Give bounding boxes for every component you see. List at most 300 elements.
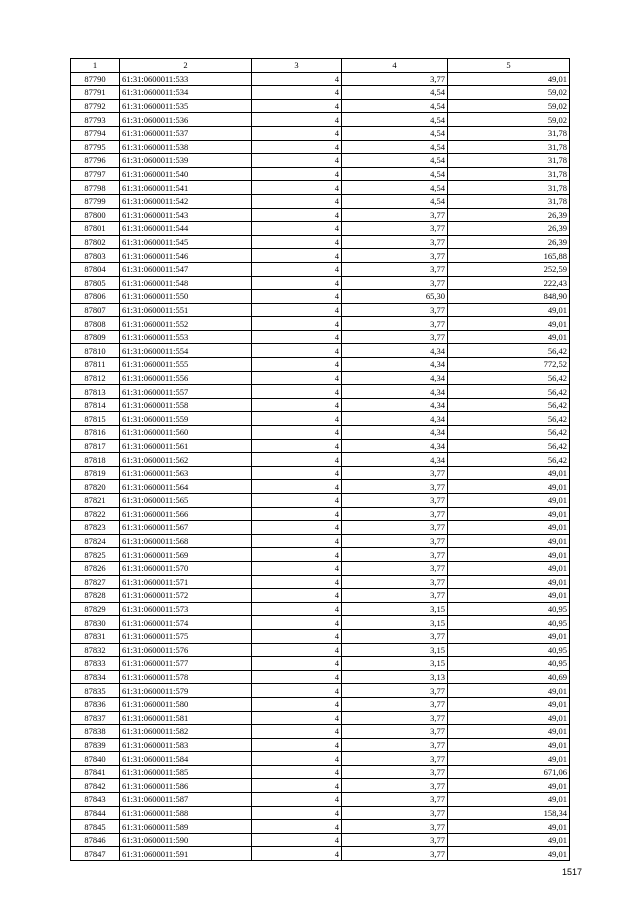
row-number-cell: 87842	[71, 779, 120, 793]
column-3-cell: 4	[252, 72, 342, 86]
column-5-cell: 49,01	[448, 697, 570, 711]
table-row	[71, 521, 570, 535]
column-4-cell: 3,77	[342, 521, 448, 535]
row-number-cell: 87819	[71, 466, 120, 480]
column-3-cell: 4	[252, 466, 342, 480]
row-number-cell: 87804	[71, 262, 120, 276]
column-3-cell: 4	[252, 534, 342, 548]
cadastral-number-cell: 61:31:0600011:550	[120, 290, 252, 304]
cadastral-number-cell: 61:31:0600011:539	[120, 154, 252, 168]
column-5-cell: 26,39	[448, 235, 570, 249]
row-number-cell: 87800	[71, 208, 120, 222]
column-4-cell: 3,77	[342, 548, 448, 562]
column-5-cell: 59,02	[448, 86, 570, 100]
column-4-cell: 65,30	[342, 290, 448, 304]
table-row	[71, 86, 570, 100]
column-3-cell: 4	[252, 806, 342, 820]
table-row	[71, 629, 570, 643]
column-5-cell: 49,01	[448, 684, 570, 698]
column-5-cell: 165,88	[448, 249, 570, 263]
column-header: 2	[120, 59, 252, 73]
column-3-cell: 4	[252, 235, 342, 249]
column-3-cell: 4	[252, 194, 342, 208]
column-4-cell: 3,77	[342, 697, 448, 711]
cadastral-number-cell: 61:31:0600011:581	[120, 711, 252, 725]
row-number-cell: 87793	[71, 113, 120, 127]
table-row	[71, 507, 570, 521]
row-number-cell: 87845	[71, 820, 120, 834]
table-row	[71, 657, 570, 671]
column-4-cell: 4,34	[342, 385, 448, 399]
column-5-cell: 222,43	[448, 276, 570, 290]
cadastral-number-cell: 61:31:0600011:560	[120, 426, 252, 440]
table-row	[71, 303, 570, 317]
row-number-cell: 87811	[71, 358, 120, 372]
column-3-cell: 4	[252, 426, 342, 440]
column-3-cell: 4	[252, 330, 342, 344]
cadastral-number-cell: 61:31:0600011:535	[120, 99, 252, 113]
column-3-cell: 4	[252, 494, 342, 508]
column-5-cell: 49,01	[448, 548, 570, 562]
table-row	[71, 670, 570, 684]
column-5-cell: 49,01	[448, 480, 570, 494]
column-5-cell: 49,01	[448, 507, 570, 521]
column-3-cell: 4	[252, 793, 342, 807]
column-3-cell: 4	[252, 113, 342, 127]
column-5-cell: 31,78	[448, 167, 570, 181]
column-header: 1	[71, 59, 120, 73]
column-5-cell: 56,42	[448, 398, 570, 412]
row-number-cell: 87846	[71, 833, 120, 847]
row-number-cell: 87847	[71, 847, 120, 861]
table-row	[71, 738, 570, 752]
table-row	[71, 847, 570, 861]
column-4-cell: 3,77	[342, 738, 448, 752]
column-5-cell: 49,01	[448, 330, 570, 344]
row-number-cell: 87807	[71, 303, 120, 317]
column-5-cell: 848,90	[448, 290, 570, 304]
column-4-cell: 3,77	[342, 249, 448, 263]
column-5-cell: 49,01	[448, 561, 570, 575]
table-row	[71, 181, 570, 195]
column-3-cell: 4	[252, 847, 342, 861]
column-3-cell: 4	[252, 629, 342, 643]
column-4-cell: 3,77	[342, 276, 448, 290]
column-5-cell: 49,01	[448, 575, 570, 589]
table-row	[71, 371, 570, 385]
column-4-cell: 3,77	[342, 847, 448, 861]
column-3-cell: 4	[252, 222, 342, 236]
column-3-cell: 4	[252, 765, 342, 779]
column-4-cell: 3,77	[342, 711, 448, 725]
column-3-cell: 4	[252, 643, 342, 657]
row-number-cell: 87837	[71, 711, 120, 725]
cadastral-number-cell: 61:31:0600011:542	[120, 194, 252, 208]
row-number-cell: 87790	[71, 72, 120, 86]
cadastral-number-cell: 61:31:0600011:583	[120, 738, 252, 752]
table-row	[71, 453, 570, 467]
column-4-cell: 4,54	[342, 167, 448, 181]
column-4-cell: 3,77	[342, 222, 448, 236]
column-5-cell: 49,01	[448, 589, 570, 603]
table-row	[71, 779, 570, 793]
table-row	[71, 317, 570, 331]
column-5-cell: 49,01	[448, 521, 570, 535]
column-3-cell: 4	[252, 684, 342, 698]
cadastral-number-cell: 61:31:0600011:575	[120, 629, 252, 643]
column-5-cell: 56,42	[448, 371, 570, 385]
row-number-cell: 87802	[71, 235, 120, 249]
row-number-cell: 87836	[71, 697, 120, 711]
row-number-cell: 87838	[71, 725, 120, 739]
cadastral-number-cell: 61:31:0600011:561	[120, 439, 252, 453]
cadastral-number-cell: 61:31:0600011:585	[120, 765, 252, 779]
table-row	[71, 249, 570, 263]
table-row	[71, 330, 570, 344]
column-4-cell: 4,54	[342, 154, 448, 168]
row-number-cell: 87826	[71, 561, 120, 575]
column-5-cell: 49,01	[448, 779, 570, 793]
column-3-cell: 4	[252, 575, 342, 589]
column-4-cell: 3,77	[342, 629, 448, 643]
column-4-cell: 4,34	[342, 371, 448, 385]
table-row	[71, 276, 570, 290]
column-3-cell: 4	[252, 398, 342, 412]
column-3-cell: 4	[252, 344, 342, 358]
cadastral-number-cell: 61:31:0600011:540	[120, 167, 252, 181]
column-4-cell: 3,15	[342, 657, 448, 671]
cadastral-number-cell: 61:31:0600011:584	[120, 752, 252, 766]
column-3-cell: 4	[252, 290, 342, 304]
cadastral-number-cell: 61:31:0600011:573	[120, 602, 252, 616]
row-number-cell: 87808	[71, 317, 120, 331]
table-row	[71, 412, 570, 426]
header-row	[71, 59, 570, 73]
column-header: 4	[342, 59, 448, 73]
column-4-cell: 3,77	[342, 561, 448, 575]
column-4-cell: 4,54	[342, 140, 448, 154]
column-3-cell: 4	[252, 126, 342, 140]
row-number-cell: 87833	[71, 657, 120, 671]
column-4-cell: 3,77	[342, 833, 448, 847]
column-4-cell: 3,77	[342, 72, 448, 86]
table-row	[71, 697, 570, 711]
cadastral-number-cell: 61:31:0600011:570	[120, 561, 252, 575]
row-number-cell: 87824	[71, 534, 120, 548]
column-4-cell: 3,77	[342, 262, 448, 276]
column-5-cell: 671,06	[448, 765, 570, 779]
table-row	[71, 113, 570, 127]
row-number-cell: 87820	[71, 480, 120, 494]
row-number-cell: 87792	[71, 99, 120, 113]
cadastral-number-cell: 61:31:0600011:551	[120, 303, 252, 317]
column-3-cell: 4	[252, 262, 342, 276]
column-5-cell: 49,01	[448, 629, 570, 643]
row-number-cell: 87821	[71, 494, 120, 508]
cadastral-number-cell: 61:31:0600011:565	[120, 494, 252, 508]
column-5-cell: 56,42	[448, 412, 570, 426]
row-number-cell: 87843	[71, 793, 120, 807]
cadastral-number-cell: 61:31:0600011:552	[120, 317, 252, 331]
column-4-cell: 4,54	[342, 126, 448, 140]
cadastral-number-cell: 61:31:0600011:586	[120, 779, 252, 793]
table-row	[71, 602, 570, 616]
cadastral-number-cell: 61:31:0600011:579	[120, 684, 252, 698]
row-number-cell: 87814	[71, 398, 120, 412]
row-number-cell: 87835	[71, 684, 120, 698]
row-number-cell: 87805	[71, 276, 120, 290]
column-5-cell: 49,01	[448, 317, 570, 331]
column-5-cell: 49,01	[448, 466, 570, 480]
column-3-cell: 4	[252, 317, 342, 331]
cadastral-number-cell: 61:31:0600011:591	[120, 847, 252, 861]
column-5-cell: 56,42	[448, 439, 570, 453]
row-number-cell: 87796	[71, 154, 120, 168]
column-4-cell: 3,15	[342, 616, 448, 630]
column-4-cell: 3,77	[342, 684, 448, 698]
column-3-cell: 4	[252, 752, 342, 766]
row-number-cell: 87840	[71, 752, 120, 766]
cadastral-number-cell: 61:31:0600011:588	[120, 806, 252, 820]
cadastral-number-cell: 61:31:0600011:544	[120, 222, 252, 236]
column-4-cell: 3,77	[342, 806, 448, 820]
cadastral-number-cell: 61:31:0600011:567	[120, 521, 252, 535]
column-5-cell: 40,95	[448, 657, 570, 671]
cadastral-number-cell: 61:31:0600011:576	[120, 643, 252, 657]
row-number-cell: 87828	[71, 589, 120, 603]
cadastral-number-cell: 61:31:0600011:554	[120, 344, 252, 358]
column-4-cell: 3,77	[342, 480, 448, 494]
cadastral-number-cell: 61:31:0600011:543	[120, 208, 252, 222]
table-row	[71, 684, 570, 698]
table-row	[71, 561, 570, 575]
table-row	[71, 820, 570, 834]
column-4-cell: 3,15	[342, 602, 448, 616]
column-5-cell: 49,01	[448, 738, 570, 752]
column-5-cell: 26,39	[448, 208, 570, 222]
cadastral-number-cell: 61:31:0600011:558	[120, 398, 252, 412]
column-3-cell: 4	[252, 725, 342, 739]
column-4-cell: 4,34	[342, 439, 448, 453]
column-4-cell: 3,77	[342, 330, 448, 344]
column-4-cell: 3,77	[342, 494, 448, 508]
column-4-cell: 3,77	[342, 820, 448, 834]
table-row	[71, 765, 570, 779]
table-row	[71, 426, 570, 440]
row-number-cell: 87813	[71, 385, 120, 399]
column-4-cell: 3,77	[342, 235, 448, 249]
table-row	[71, 208, 570, 222]
row-number-cell: 87798	[71, 181, 120, 195]
column-3-cell: 4	[252, 602, 342, 616]
cadastral-number-cell: 61:31:0600011:587	[120, 793, 252, 807]
row-number-cell: 87844	[71, 806, 120, 820]
cadastral-number-cell: 61:31:0600011:546	[120, 249, 252, 263]
table-row	[71, 167, 570, 181]
column-4-cell: 4,54	[342, 86, 448, 100]
row-number-cell: 87791	[71, 86, 120, 100]
row-number-cell: 87823	[71, 521, 120, 535]
column-3-cell: 4	[252, 670, 342, 684]
row-number-cell: 87817	[71, 439, 120, 453]
table-row	[71, 126, 570, 140]
column-5-cell: 59,02	[448, 99, 570, 113]
table-row	[71, 466, 570, 480]
row-number-cell: 87816	[71, 426, 120, 440]
row-number-cell: 87822	[71, 507, 120, 521]
table-row	[71, 262, 570, 276]
table-row	[71, 616, 570, 630]
column-5-cell: 49,01	[448, 494, 570, 508]
column-3-cell: 4	[252, 697, 342, 711]
table-row	[71, 222, 570, 236]
cadastral-number-cell: 61:31:0600011:563	[120, 466, 252, 480]
column-3-cell: 4	[252, 358, 342, 372]
row-number-cell: 87839	[71, 738, 120, 752]
column-5-cell: 252,59	[448, 262, 570, 276]
table-row	[71, 833, 570, 847]
column-3-cell: 4	[252, 521, 342, 535]
column-3-cell: 4	[252, 779, 342, 793]
column-3-cell: 4	[252, 371, 342, 385]
cadastral-number-cell: 61:31:0600011:556	[120, 371, 252, 385]
column-3-cell: 4	[252, 167, 342, 181]
column-5-cell: 31,78	[448, 126, 570, 140]
column-5-cell: 40,69	[448, 670, 570, 684]
column-4-cell: 4,34	[342, 453, 448, 467]
column-5-cell: 31,78	[448, 154, 570, 168]
column-4-cell: 3,77	[342, 507, 448, 521]
column-5-cell: 59,02	[448, 113, 570, 127]
table-row	[71, 344, 570, 358]
column-3-cell: 4	[252, 181, 342, 195]
column-4-cell: 3,15	[342, 643, 448, 657]
cadastral-number-cell: 61:31:0600011:589	[120, 820, 252, 834]
column-3-cell: 4	[252, 616, 342, 630]
table-row	[71, 72, 570, 86]
column-4-cell: 4,54	[342, 113, 448, 127]
row-number-cell: 87801	[71, 222, 120, 236]
column-4-cell: 3,77	[342, 793, 448, 807]
column-4-cell: 3,13	[342, 670, 448, 684]
column-4-cell: 3,77	[342, 575, 448, 589]
column-4-cell: 4,34	[342, 344, 448, 358]
cadastral-number-cell: 61:31:0600011:536	[120, 113, 252, 127]
column-header: 5	[448, 59, 570, 73]
column-3-cell: 4	[252, 507, 342, 521]
column-5-cell: 56,42	[448, 385, 570, 399]
column-5-cell: 158,34	[448, 806, 570, 820]
cadastral-number-cell: 61:31:0600011:562	[120, 453, 252, 467]
cadastral-number-cell: 61:31:0600011:564	[120, 480, 252, 494]
column-5-cell: 49,01	[448, 847, 570, 861]
column-3-cell: 4	[252, 711, 342, 725]
cadastral-number-cell: 61:31:0600011:548	[120, 276, 252, 290]
column-4-cell: 3,77	[342, 303, 448, 317]
table-row	[71, 290, 570, 304]
column-5-cell: 49,01	[448, 833, 570, 847]
table-row	[71, 398, 570, 412]
table-row	[71, 806, 570, 820]
column-5-cell: 40,95	[448, 602, 570, 616]
table-row	[71, 575, 570, 589]
table-row	[71, 439, 570, 453]
table-row	[71, 480, 570, 494]
column-5-cell: 49,01	[448, 534, 570, 548]
row-number-cell: 87827	[71, 575, 120, 589]
row-number-cell: 87809	[71, 330, 120, 344]
column-3-cell: 4	[252, 154, 342, 168]
cadastral-number-cell: 61:31:0600011:559	[120, 412, 252, 426]
table-row	[71, 725, 570, 739]
row-number-cell: 87799	[71, 194, 120, 208]
table-row	[71, 358, 570, 372]
column-5-cell: 40,95	[448, 643, 570, 657]
table-row	[71, 494, 570, 508]
column-5-cell: 49,01	[448, 711, 570, 725]
row-number-cell: 87794	[71, 126, 120, 140]
cadastral-number-cell: 61:31:0600011:557	[120, 385, 252, 399]
column-4-cell: 4,34	[342, 358, 448, 372]
row-number-cell: 87831	[71, 629, 120, 643]
cadastral-number-cell: 61:31:0600011:568	[120, 534, 252, 548]
cadastral-number-cell: 61:31:0600011:534	[120, 86, 252, 100]
column-3-cell: 4	[252, 738, 342, 752]
column-4-cell: 3,77	[342, 589, 448, 603]
column-3-cell: 4	[252, 561, 342, 575]
column-3-cell: 4	[252, 385, 342, 399]
column-4-cell: 3,77	[342, 752, 448, 766]
row-number-cell: 87841	[71, 765, 120, 779]
column-header: 3	[252, 59, 342, 73]
row-number-cell: 87803	[71, 249, 120, 263]
column-5-cell: 31,78	[448, 194, 570, 208]
column-4-cell: 3,77	[342, 725, 448, 739]
column-3-cell: 4	[252, 140, 342, 154]
column-4-cell: 4,54	[342, 181, 448, 195]
row-number-cell: 87825	[71, 548, 120, 562]
row-number-cell: 87795	[71, 140, 120, 154]
column-5-cell: 26,39	[448, 222, 570, 236]
cadastral-number-cell: 61:31:0600011:541	[120, 181, 252, 195]
cadastral-number-cell: 61:31:0600011:574	[120, 616, 252, 630]
row-number-cell: 87829	[71, 602, 120, 616]
table-row	[71, 99, 570, 113]
column-3-cell: 4	[252, 303, 342, 317]
table-row	[71, 793, 570, 807]
page-number: 1517	[562, 867, 583, 877]
column-3-cell: 4	[252, 439, 342, 453]
cadastral-number-cell: 61:31:0600011:566	[120, 507, 252, 521]
row-number-cell: 87815	[71, 412, 120, 426]
row-number-cell: 87797	[71, 167, 120, 181]
column-5-cell: 31,78	[448, 181, 570, 195]
column-5-cell: 56,42	[448, 344, 570, 358]
column-4-cell: 3,77	[342, 466, 448, 480]
row-number-cell: 87818	[71, 453, 120, 467]
column-3-cell: 4	[252, 480, 342, 494]
column-3-cell: 4	[252, 276, 342, 290]
column-5-cell: 56,42	[448, 453, 570, 467]
column-3-cell: 4	[252, 86, 342, 100]
cadastral-number-cell: 61:31:0600011:572	[120, 589, 252, 603]
column-5-cell: 49,01	[448, 725, 570, 739]
column-5-cell: 49,01	[448, 303, 570, 317]
column-4-cell: 3,77	[342, 208, 448, 222]
column-3-cell: 4	[252, 208, 342, 222]
table-row	[71, 548, 570, 562]
column-4-cell: 3,77	[342, 317, 448, 331]
